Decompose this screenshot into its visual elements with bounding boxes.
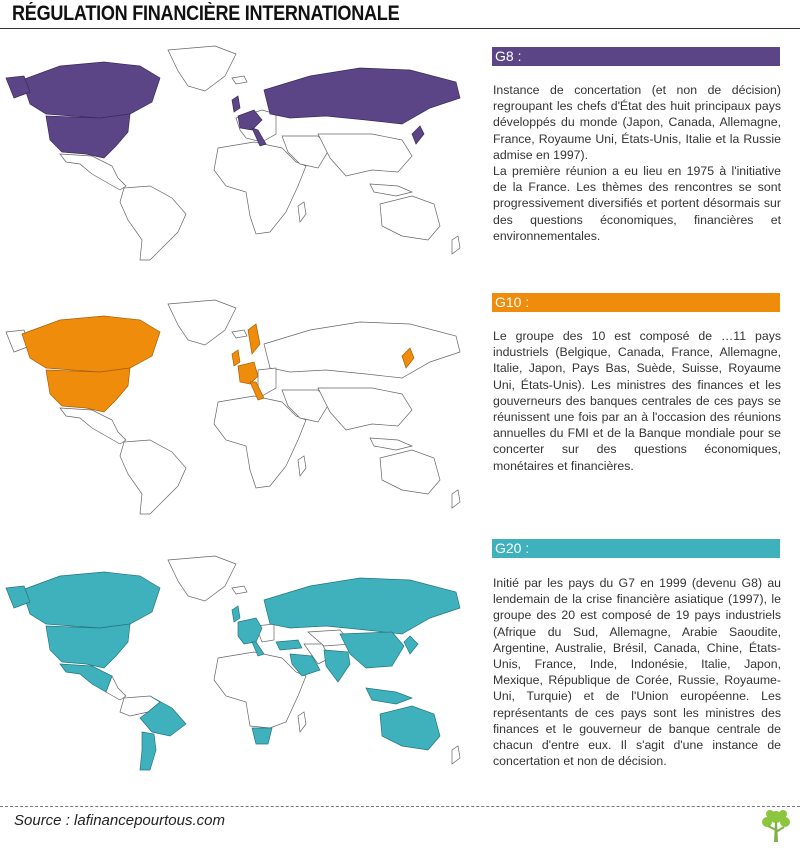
land-uk xyxy=(232,350,240,366)
text-g10 xyxy=(493,328,781,474)
land-greenland xyxy=(168,556,236,601)
land-japan xyxy=(412,126,424,144)
land-new-zealand xyxy=(452,746,460,764)
land-australia xyxy=(380,450,440,494)
land-usa xyxy=(46,624,130,668)
paragraph: Instance de concertation (et non de décision) regroupant les chefs d'État des huit principaux pays développés du monde (Japon, Canada, Allemagne, France, Royaume Uni, États-Unis, Italie et la Russie admise en 1997). xyxy=(493,83,781,162)
land-uk xyxy=(232,96,240,112)
land-sweden xyxy=(248,324,260,354)
land-australia xyxy=(380,706,440,750)
text-g20 xyxy=(493,575,781,769)
paragraph: Le groupe des 10 est composé de …11 pays industriels (Belgique, Canada, France, Allemagne, Italie, Japon, Pays Bas, Suède, Suisse, Royaume Uni, États-Unis). Les ministres des finances et les gouverneurs des banques centrales de ces pays se réunissent une fois par an à l'occasion des réunions annuelles du FMI et de la Banque mondiale pour se concerter sur des questions économiques, monétaires et financières. xyxy=(493,329,781,473)
header-g8: G8 : xyxy=(492,47,780,66)
land-south-america xyxy=(120,186,186,260)
land-greenland xyxy=(168,46,236,91)
map-g20 xyxy=(0,546,478,771)
source-credit: Source : lafinancepourtous.com xyxy=(14,812,225,829)
header-g10: G10 : xyxy=(492,293,780,312)
land-eu xyxy=(238,618,262,644)
land-india xyxy=(324,650,350,682)
land-canada xyxy=(22,572,160,628)
land-usa xyxy=(46,368,130,412)
land-uk xyxy=(232,606,240,622)
paragraph: La première réunion a eu lieu en 1975 à l'initiative de la France. Les thèmes des rencontres se sont progressivement diversifiés et portent désormais sur des questions économiques, financières et environnementales. xyxy=(493,164,781,243)
land-indonesia xyxy=(370,438,412,450)
map-g8 xyxy=(0,36,478,261)
land-canada xyxy=(22,316,160,372)
land-south-asia xyxy=(318,134,412,176)
land-iceland xyxy=(232,76,247,84)
land-new-zealand xyxy=(452,490,460,508)
land-iceland xyxy=(232,330,247,338)
land-greenland xyxy=(168,300,236,345)
land-usa xyxy=(46,114,130,158)
land-indonesia xyxy=(366,688,412,704)
paragraph: Initié par les pays du G7 en 1999 (devenu G8) au lendemain de la crise financière asiatique (1997), le groupe des 20 est composé de 19 pays industriels (Afrique du Sud, Allemagne, Arabie Saoudite, Argentine, Australie, Brésil, Canada, Chine, États-Unis, France, Inde, Indonésie, Italie, Japon, Mexique, République de Corée, Russie, Royaume-Uni, Turquie) et de l'Union européenne. Les représentants de ces pays sont les ministres des finances et le gouverneur de banque centrale de chacun d'entre eux. Il s'agit d'une instance de concertation et non de décision. xyxy=(493,576,781,769)
land-mexico xyxy=(60,154,126,190)
footer-divider xyxy=(0,806,800,807)
header-g20: G20 : xyxy=(492,539,780,558)
land-turkey xyxy=(276,640,302,650)
land-indonesia xyxy=(370,184,412,196)
land-madagascar xyxy=(298,202,306,222)
land-argentina xyxy=(140,732,156,770)
land-korea-japan xyxy=(404,636,418,654)
land-south-america xyxy=(120,440,186,514)
land-iceland xyxy=(232,586,247,594)
page-title: RÉGULATION FINANCIÈRE INTERNATIONALE xyxy=(12,2,400,25)
text-g8 xyxy=(493,82,781,244)
title-divider xyxy=(0,28,800,29)
land-russia xyxy=(264,322,460,378)
land-madagascar xyxy=(298,456,306,476)
land-new-zealand xyxy=(452,236,460,254)
land-russia xyxy=(264,68,460,124)
map-g10 xyxy=(0,290,478,515)
land-australia xyxy=(380,196,440,240)
land-south-africa xyxy=(252,728,272,744)
land-russia xyxy=(264,578,460,634)
land-canada xyxy=(22,62,160,118)
tree-logo-icon xyxy=(758,808,794,848)
land-madagascar xyxy=(298,712,306,732)
land-mexico xyxy=(60,408,126,444)
land-south-asia xyxy=(318,388,412,430)
land-benelux-france-germany xyxy=(238,362,258,384)
